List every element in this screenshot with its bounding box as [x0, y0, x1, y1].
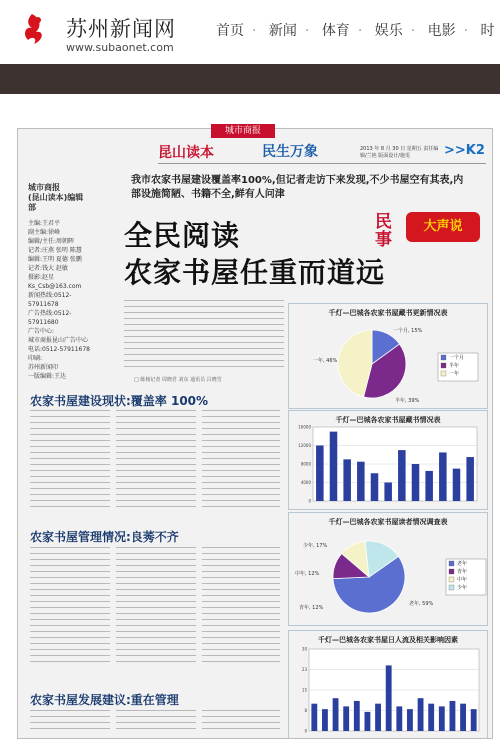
bar — [375, 704, 381, 731]
bar-chart-holdings — [289, 411, 487, 509]
sidebar-entry: 新闻热线:0512-57911678 — [28, 292, 72, 308]
editorial-sidebar — [28, 183, 90, 381]
bar — [384, 483, 392, 502]
body-text-column — [116, 710, 196, 737]
pie-chart-readers — [289, 513, 487, 625]
y-tick-label: 15 — [301, 687, 307, 693]
y-tick-label: 23 — [301, 667, 307, 672]
pie-chart-update — [289, 304, 487, 408]
legend-label: 半年 — [449, 363, 460, 369]
body-text-column — [202, 547, 280, 669]
bar — [343, 706, 349, 731]
body-text-column — [30, 710, 110, 737]
sidebar-entry: 记者:庄燕 张明 陈慧 — [28, 247, 82, 254]
bar — [460, 704, 466, 731]
sidebar-entry: 记者:钱大 赵敏 — [28, 265, 68, 272]
section-heading-suggestions: 农家书屋发展建议:重在管理 — [30, 693, 179, 707]
column-badge: 大声说 — [406, 212, 480, 242]
slice-label: 一年, 46% — [313, 358, 338, 364]
legend-swatch — [449, 561, 454, 566]
paper-date: 2013 年 8 月 30 日 星期五 责任编辑/兰艳 版面设计/施雯 — [360, 146, 439, 159]
bar — [330, 432, 338, 501]
sidebar-entry: 编辑:王明 夏德 张鹏 — [28, 256, 82, 263]
bar — [412, 464, 420, 501]
sidebar-title: 城市商报 — [28, 183, 60, 192]
legend-label: 青年 — [457, 569, 468, 575]
sidebar-entry: 电话:0512-57911678 — [28, 346, 90, 353]
headline-line-1: 全民阅读 — [124, 219, 241, 252]
legend-label: 少年 — [457, 585, 468, 591]
legend-swatch — [449, 577, 454, 582]
legend-swatch — [449, 585, 454, 590]
y-tick-label: 8000 — [300, 461, 311, 467]
y-tick-label: 4000 — [300, 480, 311, 485]
lead-text-block — [124, 300, 284, 372]
legend-label: 中年 — [457, 577, 468, 583]
bar-chart-traffic — [289, 631, 487, 738]
nav-home[interactable]: 首页 — [216, 23, 244, 39]
column-label: 民事 — [375, 212, 392, 250]
sidebar-entry: 副主编:徐峰 — [28, 229, 61, 236]
masthead-right: 民生万象 — [262, 144, 318, 160]
legend-label: 一年 — [449, 371, 460, 377]
slice-label: 青年, 12% — [299, 605, 324, 611]
site-name[interactable]: 苏州新闻网 — [66, 17, 176, 41]
sidebar-entry: 摄影:赵星 — [28, 274, 55, 281]
nav-movies[interactable]: 电影 — [427, 23, 456, 39]
bar — [398, 450, 406, 501]
site-domain: www.subaonet.com — [66, 41, 174, 54]
site-logo-icon[interactable] — [18, 12, 46, 46]
masthead-rule — [158, 163, 486, 164]
y-tick-label: 30 — [301, 646, 307, 652]
paper-badge: 城市商报 — [211, 124, 275, 138]
chart-daily-traffic — [288, 630, 488, 738]
main-nav: 首页 · 新闻 · 体育 · 娱乐 · 电影 · 时 — [216, 23, 495, 39]
sidebar-entry: 城市商报昆山广告中心 — [28, 337, 89, 344]
slice-label: 一个月, 15% — [393, 328, 423, 334]
chart-title: 千灯—巴城各农家书屋日人流及相关影响因素 — [318, 636, 458, 644]
bar — [333, 698, 339, 731]
slice-label: 半年, 39% — [395, 398, 420, 404]
sidebar-entry: Ks_Csb@163.com — [28, 283, 82, 290]
body-text-column — [116, 547, 196, 669]
bar — [471, 709, 477, 731]
bar — [365, 712, 371, 731]
slice-label: 少年, 17% — [303, 543, 328, 549]
headline-line-2: 农家书屋任重而道远 — [124, 256, 386, 289]
nav-more[interactable]: 时 — [480, 23, 495, 39]
bar — [453, 469, 461, 501]
site-header — [0, 0, 500, 62]
y-tick-label: 0 — [308, 498, 311, 504]
chart-book-holdings — [288, 410, 488, 510]
sidebar-entry: 苏州新闻印 — [28, 364, 59, 371]
legend-label: 老年 — [457, 561, 468, 567]
chart-reader-survey — [288, 512, 488, 626]
sidebar-entry: 一版编辑:王达 — [28, 373, 67, 380]
sidebar-entry: 广告中心: — [28, 328, 55, 335]
nav-entertainment[interactable]: 娱乐 — [374, 23, 403, 39]
section-heading-status: 农家书屋建设现状:覆盖率 100% — [30, 394, 209, 408]
bar — [439, 706, 445, 731]
article-subheadline: 我市农家书屋建设覆盖率100%,但记者走访下来发现,不少书屋空有其表,内部设施简陋、书籍不全,鲜有人问津 — [131, 175, 464, 200]
slice-label: 中年, 12% — [295, 571, 320, 577]
body-text-column — [202, 410, 280, 510]
chart-title: 千灯—巴城各农家书屋藏书情况表 — [335, 416, 441, 424]
chart-title: 千灯—巴城各农家书屋藏书更新情况表 — [328, 309, 448, 317]
bar — [354, 701, 360, 731]
chart-title: 千灯—巴城各农家书屋读者情况调查表 — [328, 518, 448, 526]
sidebar-entry: 印刷: — [28, 355, 43, 362]
body-text-column — [30, 547, 110, 669]
bar — [311, 704, 317, 731]
nav-news[interactable]: 新闻 — [268, 23, 297, 39]
legend-swatch — [441, 371, 446, 376]
bar — [439, 452, 447, 501]
nav-divider-bar — [0, 64, 500, 94]
page-code: >>K2 — [444, 143, 485, 158]
bar — [386, 665, 392, 731]
bar — [396, 706, 402, 731]
bar — [466, 457, 474, 501]
bar — [425, 471, 433, 501]
bar — [450, 701, 456, 731]
legend-label: 一个月 — [449, 355, 465, 361]
sidebar-subtitle: (昆山读本)编辑部 — [28, 193, 84, 212]
sidebar-entry: 广告热线:0512-57911680 — [28, 310, 72, 326]
y-tick-label: 12000 — [298, 443, 311, 448]
article-byline: □ 陈杨记者 周晓君 刘东 通讯员 吕晓雪 — [134, 377, 222, 383]
section-heading-management: 农家书屋管理情况:良莠不齐 — [30, 530, 179, 544]
body-text-column — [116, 410, 196, 510]
y-tick-label: 8 — [304, 708, 307, 713]
sidebar-entry: 编辑/主任:周朝晖 — [28, 238, 75, 245]
legend-swatch — [441, 355, 446, 360]
bar — [428, 704, 434, 731]
nav-sports[interactable]: 体育 — [321, 23, 350, 39]
slice-label: 老年, 59% — [409, 601, 434, 607]
bar — [322, 709, 328, 731]
legend-swatch — [449, 569, 454, 574]
body-text-column — [30, 410, 110, 510]
bar — [418, 698, 424, 731]
y-tick-label: 16000 — [298, 424, 311, 430]
bar — [371, 473, 379, 501]
bar — [316, 446, 324, 502]
bar — [407, 709, 413, 731]
bar — [343, 459, 351, 501]
bar — [357, 462, 365, 501]
chart-update-frequency — [288, 303, 488, 409]
masthead-left: 昆山读本 — [158, 145, 214, 161]
legend-swatch — [441, 363, 446, 368]
sidebar-entry: 主编:王君平 — [28, 220, 61, 227]
body-text-column — [202, 710, 280, 737]
y-tick-label: 0 — [304, 728, 307, 734]
